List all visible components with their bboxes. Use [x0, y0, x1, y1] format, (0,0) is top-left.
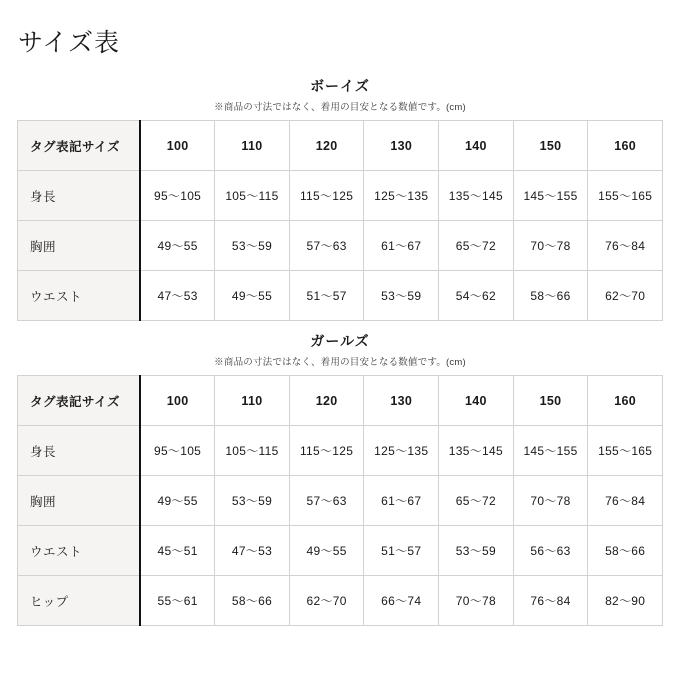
table-cell: 62〜70: [289, 576, 364, 626]
table-cell: 56〜63: [513, 526, 588, 576]
table-cell: 49〜55: [140, 221, 215, 271]
table-cell: 66〜74: [364, 576, 439, 626]
table-cell: 51〜57: [364, 526, 439, 576]
table-cell: 105〜115: [215, 171, 290, 221]
table-row: [18, 476, 663, 526]
header-cell: 150: [513, 121, 588, 171]
table-cell: 61〜67: [364, 221, 439, 271]
section-note-girls: ※商品の寸法ではなく、着用の目安となる数値です。(cm): [214, 357, 466, 368]
table-cell: 82〜90: [588, 576, 663, 626]
table-cell: 65〜72: [439, 476, 514, 526]
table-cell: 76〜84: [588, 476, 663, 526]
header-cell: 110: [215, 376, 290, 426]
table-cell: 70〜78: [439, 576, 514, 626]
table-cell: 61〜67: [364, 476, 439, 526]
row-label: 胸囲: [18, 476, 141, 526]
table-cell: 49〜55: [140, 476, 215, 526]
table-cell: 58〜66: [215, 576, 290, 626]
section-girls: [17, 331, 663, 626]
table-cell: 155〜165: [588, 171, 663, 221]
table-cell: 53〜59: [364, 271, 439, 321]
header-cell: 130: [364, 376, 439, 426]
table-cell: 57〜63: [289, 221, 364, 271]
header-cell: 100: [140, 376, 215, 426]
header-cell: 160: [588, 376, 663, 426]
table-cell: 145〜155: [513, 426, 588, 476]
header-cell: 160: [588, 121, 663, 171]
table-cell: 115〜125: [289, 426, 364, 476]
header-cell: 140: [439, 121, 514, 171]
table-cell: 105〜115: [215, 426, 290, 476]
table-cell: 65〜72: [439, 221, 514, 271]
table-row: [18, 171, 663, 221]
table-cell: 70〜78: [513, 221, 588, 271]
row-label: ウエスト: [18, 271, 141, 321]
size-table-boys: [17, 120, 663, 321]
header-cell: 100: [140, 121, 215, 171]
row-label: 身長: [18, 426, 141, 476]
section-boys: [17, 76, 663, 321]
header-cell: 110: [215, 121, 290, 171]
size-table-girls: [17, 375, 663, 626]
header-cell: 130: [364, 121, 439, 171]
table-cell: 95〜105: [140, 426, 215, 476]
table-cell: 125〜135: [364, 426, 439, 476]
page-title: サイズ表: [18, 29, 121, 57]
table-cell: 58〜66: [513, 271, 588, 321]
table-cell: 57〜63: [289, 476, 364, 526]
table-cell: 53〜59: [439, 526, 514, 576]
table-cell: 135〜145: [439, 171, 514, 221]
table-cell: 54〜62: [439, 271, 514, 321]
table-cell: 47〜53: [215, 526, 290, 576]
table-cell: 115〜125: [289, 171, 364, 221]
header-cell: 150: [513, 376, 588, 426]
row-label: 身長: [18, 171, 141, 221]
table-cell: 51〜57: [289, 271, 364, 321]
table-cell: 145〜155: [513, 171, 588, 221]
row-label: ウエスト: [18, 526, 141, 576]
table-cell: 53〜59: [215, 476, 290, 526]
table-row: [18, 576, 663, 626]
table-header-row: [18, 121, 663, 171]
table-cell: 155〜165: [588, 426, 663, 476]
header-cell: タグ表記サイズ: [18, 376, 141, 426]
table-row: [18, 271, 663, 321]
table-cell: 135〜145: [439, 426, 514, 476]
table-cell: 49〜55: [289, 526, 364, 576]
section-note-boys: ※商品の寸法ではなく、着用の目安となる数値です。(cm): [214, 102, 466, 113]
table-cell: 58〜66: [588, 526, 663, 576]
section-title-girls: ガールズ: [310, 333, 370, 349]
row-label: 胸囲: [18, 221, 141, 271]
header-cell: 120: [289, 121, 364, 171]
table-cell: 47〜53: [140, 271, 215, 321]
table-header-row: [18, 376, 663, 426]
table-cell: 76〜84: [588, 221, 663, 271]
table-row: [18, 426, 663, 476]
table-row: [18, 221, 663, 271]
header-cell: タグ表記サイズ: [18, 121, 141, 171]
table-cell: 45〜51: [140, 526, 215, 576]
header-cell: 120: [289, 376, 364, 426]
table-cell: 49〜55: [215, 271, 290, 321]
table-cell: 53〜59: [215, 221, 290, 271]
header-cell: 140: [439, 376, 514, 426]
section-title-boys: ボーイズ: [310, 78, 370, 94]
table-cell: 95〜105: [140, 171, 215, 221]
table-row: [18, 526, 663, 576]
table-cell: 55〜61: [140, 576, 215, 626]
row-label: ヒップ: [18, 576, 141, 626]
table-cell: 62〜70: [588, 271, 663, 321]
table-cell: 76〜84: [513, 576, 588, 626]
table-cell: 125〜135: [364, 171, 439, 221]
table-cell: 70〜78: [513, 476, 588, 526]
